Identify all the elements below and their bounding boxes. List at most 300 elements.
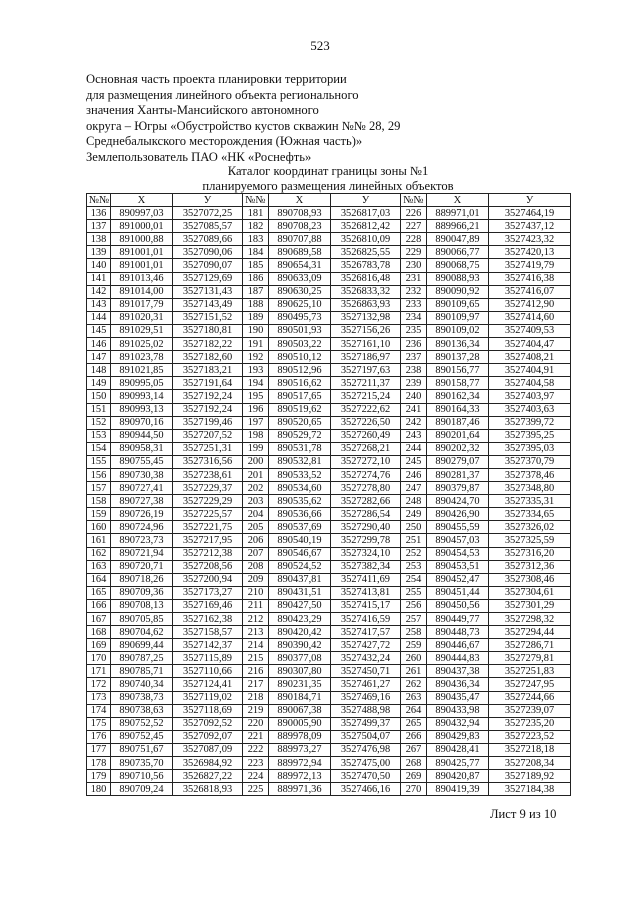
y-coordinate-cell: 3527132,98 <box>331 311 401 324</box>
x-coordinate-cell: 890137,28 <box>427 351 489 364</box>
point-number-cell: 260 <box>401 652 427 665</box>
point-number-cell: 245 <box>401 455 427 468</box>
y-coordinate-cell: 3527312,36 <box>489 560 571 573</box>
x-coordinate-cell: 890510,12 <box>269 351 331 364</box>
x-coordinate-cell: 890377,08 <box>269 652 331 665</box>
point-number-cell: 172 <box>87 678 111 691</box>
x-coordinate-cell: 890730,38 <box>111 468 173 481</box>
y-coordinate-cell: 3527182,22 <box>173 338 243 351</box>
point-number-cell: 190 <box>243 324 269 337</box>
point-number-cell: 243 <box>401 429 427 442</box>
point-number-cell: 213 <box>243 626 269 639</box>
x-coordinate-cell: 890993,14 <box>111 390 173 403</box>
x-coordinate-cell: 890633,09 <box>269 272 331 285</box>
point-number-cell: 176 <box>87 730 111 743</box>
table-row <box>87 704 571 717</box>
catalog-title <box>86 164 570 194</box>
table-row <box>87 678 571 691</box>
point-number-cell: 214 <box>243 639 269 652</box>
point-number-cell: 231 <box>401 272 427 285</box>
x-coordinate-cell: 890630,25 <box>269 285 331 298</box>
point-number-cell: 194 <box>243 377 269 390</box>
table-row <box>87 783 571 796</box>
table-row <box>87 482 571 495</box>
y-coordinate-cell: 3527235,20 <box>489 717 571 730</box>
point-number-cell: 204 <box>243 508 269 521</box>
x-coordinate-cell: 890738,63 <box>111 704 173 717</box>
y-coordinate-cell: 3527417,57 <box>331 626 401 639</box>
y-coordinate-cell: 3527414,60 <box>489 311 571 324</box>
y-coordinate-cell: 3527427,72 <box>331 639 401 652</box>
y-coordinate-cell: 3527221,75 <box>173 521 243 534</box>
x-coordinate-cell: 890546,67 <box>269 547 331 560</box>
y-coordinate-cell: 3527470,50 <box>331 770 401 783</box>
table-row <box>87 351 571 364</box>
point-number-cell: 261 <box>401 665 427 678</box>
point-number-cell: 264 <box>401 704 427 717</box>
x-coordinate-cell: 890495,73 <box>269 311 331 324</box>
point-number-cell: 183 <box>243 233 269 246</box>
x-coordinate-cell: 890520,65 <box>269 416 331 429</box>
point-number-cell: 240 <box>401 390 427 403</box>
y-coordinate-cell: 3527378,46 <box>489 468 571 481</box>
y-coordinate-cell: 3527326,02 <box>489 521 571 534</box>
x-coordinate-cell: 890625,10 <box>269 298 331 311</box>
table-row <box>87 534 571 547</box>
x-coordinate-cell: 889978,09 <box>269 730 331 743</box>
x-coordinate-cell: 890707,88 <box>269 233 331 246</box>
point-number-cell: 147 <box>87 351 111 364</box>
column-header-number: №№ <box>87 194 111 207</box>
sheet-footer: Лист 9 из 10 <box>490 807 557 821</box>
point-number-cell: 167 <box>87 613 111 626</box>
x-coordinate-cell: 890420,42 <box>269 626 331 639</box>
header-line: Среднебалыкского месторождения (Южная часть)» <box>86 134 363 149</box>
x-coordinate-cell: 890435,47 <box>427 691 489 704</box>
y-coordinate-cell: 3527087,09 <box>173 743 243 756</box>
point-number-cell: 201 <box>243 468 269 481</box>
x-coordinate-cell: 890444,83 <box>427 652 489 665</box>
point-number-cell: 162 <box>87 547 111 560</box>
point-number-cell: 191 <box>243 338 269 351</box>
y-coordinate-cell: 3527225,57 <box>173 508 243 521</box>
x-coordinate-cell: 890787,25 <box>111 652 173 665</box>
y-coordinate-cell: 3527412,90 <box>489 298 571 311</box>
point-number-cell: 168 <box>87 626 111 639</box>
y-coordinate-cell: 3527173,27 <box>173 586 243 599</box>
table-row <box>87 259 571 272</box>
x-coordinate-cell: 890201,64 <box>427 429 489 442</box>
header-line: значения Ханты-Мансийского автономного <box>86 103 319 118</box>
y-coordinate-cell: 3527208,34 <box>489 757 571 770</box>
x-coordinate-cell: 890726,19 <box>111 508 173 521</box>
point-number-cell: 255 <box>401 586 427 599</box>
y-coordinate-cell: 3527415,17 <box>331 599 401 612</box>
y-coordinate-cell: 3527211,37 <box>331 377 401 390</box>
x-coordinate-cell: 890738,73 <box>111 691 173 704</box>
point-number-cell: 270 <box>401 783 427 796</box>
table-row <box>87 730 571 743</box>
table-row <box>87 442 571 455</box>
x-coordinate-cell: 890997,03 <box>111 207 173 220</box>
x-coordinate-cell: 890446,67 <box>427 639 489 652</box>
y-coordinate-cell: 3527416,07 <box>489 285 571 298</box>
x-coordinate-cell: 890720,71 <box>111 560 173 573</box>
header-line: Основная часть проекта планировки территории <box>86 72 347 86</box>
x-coordinate-cell: 890517,65 <box>269 390 331 403</box>
x-coordinate-cell: 890689,58 <box>269 246 331 259</box>
y-coordinate-cell: 3527208,56 <box>173 560 243 573</box>
x-coordinate-cell: 889972,13 <box>269 770 331 783</box>
column-header-x: X <box>427 194 489 207</box>
column-header-y: У <box>331 194 401 207</box>
y-coordinate-cell: 3527223,52 <box>489 730 571 743</box>
point-number-cell: 232 <box>401 285 427 298</box>
coordinates-table <box>86 193 571 796</box>
point-number-cell: 160 <box>87 521 111 534</box>
y-coordinate-cell: 3527222,62 <box>331 403 401 416</box>
x-coordinate-cell: 891000,88 <box>111 233 173 246</box>
y-coordinate-cell: 3527191,64 <box>173 377 243 390</box>
point-number-cell: 169 <box>87 639 111 652</box>
point-number-cell: 206 <box>243 534 269 547</box>
x-coordinate-cell: 890534,60 <box>269 482 331 495</box>
point-number-cell: 208 <box>243 560 269 573</box>
x-coordinate-cell: 891017,79 <box>111 298 173 311</box>
x-coordinate-cell: 890450,56 <box>427 599 489 612</box>
y-coordinate-cell: 3527301,29 <box>489 599 571 612</box>
point-number-cell: 151 <box>87 403 111 416</box>
header-line: для размещения линейного объекта регионального <box>86 87 359 102</box>
y-coordinate-cell: 3527092,52 <box>173 717 243 730</box>
x-coordinate-cell: 890431,51 <box>269 586 331 599</box>
y-coordinate-cell: 3526825,55 <box>331 246 401 259</box>
point-number-cell: 144 <box>87 311 111 324</box>
point-number-cell: 265 <box>401 717 427 730</box>
y-coordinate-cell: 3526818,93 <box>173 783 243 796</box>
x-coordinate-cell: 890427,50 <box>269 599 331 612</box>
y-coordinate-cell: 3527212,38 <box>173 547 243 560</box>
point-number-cell: 150 <box>87 390 111 403</box>
point-number-cell: 258 <box>401 626 427 639</box>
x-coordinate-cell: 890536,66 <box>269 508 331 521</box>
table-header-row <box>87 194 571 207</box>
y-coordinate-cell: 3527200,94 <box>173 573 243 586</box>
x-coordinate-cell: 890532,81 <box>269 455 331 468</box>
point-number-cell: 266 <box>401 730 427 743</box>
point-number-cell: 227 <box>401 220 427 233</box>
y-coordinate-cell: 3526984,92 <box>173 757 243 770</box>
y-coordinate-cell: 3527437,12 <box>489 220 571 233</box>
x-coordinate-cell: 890529,72 <box>269 429 331 442</box>
x-coordinate-cell: 890068,75 <box>427 259 489 272</box>
table-row <box>87 403 571 416</box>
point-number-cell: 223 <box>243 757 269 770</box>
point-number-cell: 217 <box>243 678 269 691</box>
point-number-cell: 140 <box>87 259 111 272</box>
y-coordinate-cell: 3527335,31 <box>489 495 571 508</box>
x-coordinate-cell: 890708,13 <box>111 599 173 612</box>
x-coordinate-cell: 890420,87 <box>427 770 489 783</box>
y-coordinate-cell: 3527215,24 <box>331 390 401 403</box>
point-number-cell: 242 <box>401 416 427 429</box>
table-row <box>87 691 571 704</box>
x-coordinate-cell: 890156,77 <box>427 364 489 377</box>
table-row <box>87 338 571 351</box>
point-number-cell: 184 <box>243 246 269 259</box>
y-coordinate-cell: 3527217,95 <box>173 534 243 547</box>
y-coordinate-cell: 3526817,03 <box>331 207 401 220</box>
point-number-cell: 253 <box>401 560 427 573</box>
y-coordinate-cell: 3527272,10 <box>331 455 401 468</box>
y-coordinate-cell: 3527182,60 <box>173 351 243 364</box>
table-row <box>87 298 571 311</box>
y-coordinate-cell: 3527169,46 <box>173 599 243 612</box>
y-coordinate-cell: 3527404,58 <box>489 377 571 390</box>
y-coordinate-cell: 3526863,93 <box>331 298 401 311</box>
x-coordinate-cell: 890390,42 <box>269 639 331 652</box>
table-row <box>87 429 571 442</box>
y-coordinate-cell: 3527260,49 <box>331 429 401 442</box>
point-number-cell: 229 <box>401 246 427 259</box>
table-row <box>87 560 571 573</box>
point-number-cell: 202 <box>243 482 269 495</box>
y-coordinate-cell: 3527325,59 <box>489 534 571 547</box>
x-coordinate-cell: 891001,01 <box>111 246 173 259</box>
y-coordinate-cell: 3526783,78 <box>331 259 401 272</box>
y-coordinate-cell: 3527395,03 <box>489 442 571 455</box>
point-number-cell: 180 <box>87 783 111 796</box>
column-header-x: X <box>111 194 173 207</box>
point-number-cell: 164 <box>87 573 111 586</box>
x-coordinate-cell: 890533,52 <box>269 468 331 481</box>
column-header-number: №№ <box>243 194 269 207</box>
y-coordinate-cell: 3527298,32 <box>489 613 571 626</box>
point-number-cell: 246 <box>401 468 427 481</box>
y-coordinate-cell: 3527092,07 <box>173 730 243 743</box>
x-coordinate-cell: 890721,94 <box>111 547 173 560</box>
point-number-cell: 159 <box>87 508 111 521</box>
page-number: 523 <box>310 38 330 53</box>
point-number-cell: 146 <box>87 338 111 351</box>
y-coordinate-cell: 3527110,66 <box>173 665 243 678</box>
y-coordinate-cell: 3527416,38 <box>489 272 571 285</box>
point-number-cell: 157 <box>87 482 111 495</box>
point-number-cell: 192 <box>243 351 269 364</box>
x-coordinate-cell: 890425,77 <box>427 757 489 770</box>
x-coordinate-cell: 890136,34 <box>427 338 489 351</box>
point-number-cell: 165 <box>87 586 111 599</box>
point-number-cell: 212 <box>243 613 269 626</box>
x-coordinate-cell: 890452,47 <box>427 573 489 586</box>
x-coordinate-cell: 890751,67 <box>111 743 173 756</box>
x-coordinate-cell: 890005,90 <box>269 717 331 730</box>
y-coordinate-cell: 3526833,32 <box>331 285 401 298</box>
x-coordinate-cell: 890958,31 <box>111 442 173 455</box>
x-coordinate-cell: 891020,31 <box>111 311 173 324</box>
point-number-cell: 148 <box>87 364 111 377</box>
point-number-cell: 219 <box>243 704 269 717</box>
point-number-cell: 233 <box>401 298 427 311</box>
x-coordinate-cell: 891025,02 <box>111 338 173 351</box>
table-row <box>87 573 571 586</box>
table-row <box>87 743 571 756</box>
x-coordinate-cell: 890535,62 <box>269 495 331 508</box>
x-coordinate-cell: 890540,19 <box>269 534 331 547</box>
point-number-cell: 250 <box>401 521 427 534</box>
y-coordinate-cell: 3527466,16 <box>331 783 401 796</box>
y-coordinate-cell: 3527085,57 <box>173 220 243 233</box>
point-number-cell: 205 <box>243 521 269 534</box>
point-number-cell: 262 <box>401 678 427 691</box>
y-coordinate-cell: 3527218,18 <box>489 743 571 756</box>
y-coordinate-cell: 3527299,78 <box>331 534 401 547</box>
point-number-cell: 163 <box>87 560 111 573</box>
y-coordinate-cell: 3527413,81 <box>331 586 401 599</box>
point-number-cell: 195 <box>243 390 269 403</box>
y-coordinate-cell: 3527370,79 <box>489 455 571 468</box>
y-coordinate-cell: 3527316,20 <box>489 547 571 560</box>
point-number-cell: 267 <box>401 743 427 756</box>
y-coordinate-cell: 3527131,43 <box>173 285 243 298</box>
x-coordinate-cell: 890709,36 <box>111 586 173 599</box>
point-number-cell: 185 <box>243 259 269 272</box>
table-row <box>87 547 571 560</box>
point-number-cell: 238 <box>401 364 427 377</box>
y-coordinate-cell: 3527411,69 <box>331 573 401 586</box>
x-coordinate-cell: 890727,38 <box>111 495 173 508</box>
table-row <box>87 586 571 599</box>
x-coordinate-cell: 890724,96 <box>111 521 173 534</box>
x-coordinate-cell: 890454,53 <box>427 547 489 560</box>
x-coordinate-cell: 890090,92 <box>427 285 489 298</box>
point-number-cell: 161 <box>87 534 111 547</box>
y-coordinate-cell: 3527229,37 <box>173 482 243 495</box>
x-coordinate-cell: 890699,44 <box>111 639 173 652</box>
y-coordinate-cell: 3527294,44 <box>489 626 571 639</box>
y-coordinate-cell: 3527504,07 <box>331 730 401 743</box>
x-coordinate-cell: 890429,83 <box>427 730 489 743</box>
table-row <box>87 495 571 508</box>
column-header-y: У <box>173 194 243 207</box>
x-coordinate-cell: 890088,93 <box>427 272 489 285</box>
y-coordinate-cell: 3527282,66 <box>331 495 401 508</box>
x-coordinate-cell: 891013,46 <box>111 272 173 285</box>
x-coordinate-cell: 890537,69 <box>269 521 331 534</box>
y-coordinate-cell: 3527461,27 <box>331 678 401 691</box>
y-coordinate-cell: 3527488,98 <box>331 704 401 717</box>
y-coordinate-cell: 3527348,80 <box>489 482 571 495</box>
x-coordinate-cell: 890307,80 <box>269 665 331 678</box>
x-coordinate-cell: 890231,35 <box>269 678 331 691</box>
y-coordinate-cell: 3527450,71 <box>331 665 401 678</box>
y-coordinate-cell: 3527316,56 <box>173 455 243 468</box>
point-number-cell: 145 <box>87 324 111 337</box>
y-coordinate-cell: 3527403,97 <box>489 390 571 403</box>
y-coordinate-cell: 3526816,48 <box>331 272 401 285</box>
y-coordinate-cell: 3527382,34 <box>331 560 401 573</box>
x-coordinate-cell: 889973,27 <box>269 743 331 756</box>
point-number-cell: 218 <box>243 691 269 704</box>
table-row <box>87 770 571 783</box>
point-number-cell: 244 <box>401 442 427 455</box>
y-coordinate-cell: 3527090,06 <box>173 246 243 259</box>
y-coordinate-cell: 3527334,65 <box>489 508 571 521</box>
x-coordinate-cell: 890109,65 <box>427 298 489 311</box>
y-coordinate-cell: 3527251,83 <box>489 665 571 678</box>
table-row <box>87 508 571 521</box>
y-coordinate-cell: 3527156,26 <box>331 324 401 337</box>
point-number-cell: 216 <box>243 665 269 678</box>
y-coordinate-cell: 3527143,49 <box>173 298 243 311</box>
table-row <box>87 272 571 285</box>
x-coordinate-cell: 890531,78 <box>269 442 331 455</box>
x-coordinate-cell: 890752,45 <box>111 730 173 743</box>
x-coordinate-cell: 890503,22 <box>269 338 331 351</box>
x-coordinate-cell: 890449,77 <box>427 613 489 626</box>
y-coordinate-cell: 3527189,92 <box>489 770 571 783</box>
point-number-cell: 225 <box>243 783 269 796</box>
y-coordinate-cell: 3527238,61 <box>173 468 243 481</box>
y-coordinate-cell: 3527115,89 <box>173 652 243 665</box>
y-coordinate-cell: 3527226,50 <box>331 416 401 429</box>
x-coordinate-cell: 890944,50 <box>111 429 173 442</box>
point-number-cell: 196 <box>243 403 269 416</box>
point-number-cell: 215 <box>243 652 269 665</box>
x-coordinate-cell: 890162,34 <box>427 390 489 403</box>
x-coordinate-cell: 890379,87 <box>427 482 489 495</box>
table-row <box>87 639 571 652</box>
x-coordinate-cell: 890970,16 <box>111 416 173 429</box>
y-coordinate-cell: 3527395,25 <box>489 429 571 442</box>
point-number-cell: 179 <box>87 770 111 783</box>
x-coordinate-cell: 890109,97 <box>427 311 489 324</box>
y-coordinate-cell: 3527229,29 <box>173 495 243 508</box>
point-number-cell: 182 <box>243 220 269 233</box>
x-coordinate-cell: 890709,24 <box>111 783 173 796</box>
x-coordinate-cell: 890457,03 <box>427 534 489 547</box>
point-number-cell: 137 <box>87 220 111 233</box>
x-coordinate-cell: 890281,37 <box>427 468 489 481</box>
x-coordinate-cell: 890187,46 <box>427 416 489 429</box>
point-number-cell: 199 <box>243 442 269 455</box>
x-coordinate-cell: 890704,62 <box>111 626 173 639</box>
point-number-cell: 175 <box>87 717 111 730</box>
y-coordinate-cell: 3527161,10 <box>331 338 401 351</box>
x-coordinate-cell: 890453,51 <box>427 560 489 573</box>
y-coordinate-cell: 3527403,63 <box>489 403 571 416</box>
y-coordinate-cell: 3527420,13 <box>489 246 571 259</box>
table-row <box>87 246 571 259</box>
table-row <box>87 757 571 770</box>
column-header-y: У <box>489 194 571 207</box>
x-coordinate-cell: 890752,52 <box>111 717 173 730</box>
table-row <box>87 377 571 390</box>
y-coordinate-cell: 3527432,24 <box>331 652 401 665</box>
point-number-cell: 257 <box>401 613 427 626</box>
point-number-cell: 173 <box>87 691 111 704</box>
y-coordinate-cell: 3527162,38 <box>173 613 243 626</box>
table-row <box>87 233 571 246</box>
y-coordinate-cell: 3527192,24 <box>173 403 243 416</box>
x-coordinate-cell: 891029,51 <box>111 324 173 337</box>
x-coordinate-cell: 890710,56 <box>111 770 173 783</box>
point-number-cell: 269 <box>401 770 427 783</box>
point-number-cell: 209 <box>243 573 269 586</box>
x-coordinate-cell: 889971,36 <box>269 783 331 796</box>
point-number-cell: 210 <box>243 586 269 599</box>
point-number-cell: 211 <box>243 599 269 612</box>
